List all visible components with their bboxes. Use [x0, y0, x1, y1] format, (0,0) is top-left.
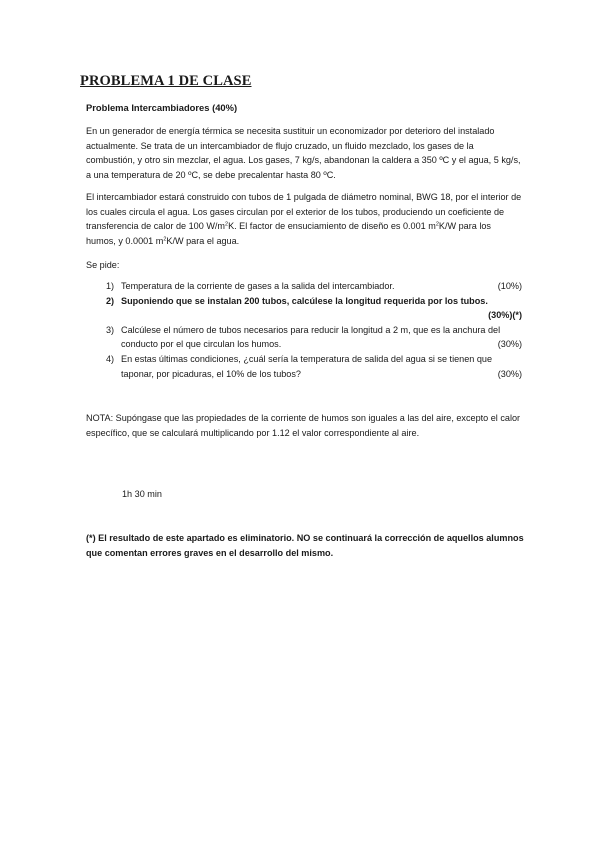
- question-item-4: [86, 352, 522, 381]
- specs-text-a: El intercambiador estará construido con tubos de 1 pulgada de diámetro nominal, BWG 18, por el interior de los cuales circula el agua. Los gases circulan por el exterior de los tubos, produciendo un coeficiente de transferencia de calor de 100 W/m: [86, 192, 522, 232]
- problem-statement-paragraph: En un generador de energía térmica se necesita sustituir un economizador por deterioro del instalado actualmente. Se trata de un intercambiador de flujo cruzado, un fluido mezclado, los gases de la combustión, y otro sin mezclar, el agua. Los gases, 7 kg/s, abandonan la caldera a 350 ºC y el agua, 5 kg/s, a una temperatura de 20 ºC, se debe precalentar hasta 80 ºC.: [86, 126, 521, 180]
- superscript: 2: [225, 221, 229, 228]
- question-item-1: [86, 279, 522, 294]
- question-text: En estas últimas condiciones, ¿cuál sería la temperatura de salida del agua si se tienen que taponar, por picaduras, el 10% de los tubos?: [121, 353, 493, 379]
- nota-paragraph: NOTA: Supóngase que las propiedades de la corriente de humos son iguales a las del aire, excepto el calor específico, que se calculará multiplicando por 1.12 el valor correspondiente al aire.: [86, 413, 521, 438]
- se-pide-label: Se pide:: [86, 260, 120, 270]
- question-number: 3): [106, 324, 115, 335]
- specs-text-c: K/W para los humos, y 0.0001 m: [86, 221, 491, 246]
- questions-list: [86, 279, 522, 381]
- question-weight: (30%): [497, 368, 522, 379]
- specs-text-d: K/W para el agua.: [166, 235, 240, 246]
- question-number: 2): [106, 295, 115, 306]
- question-weight: (30%): [497, 339, 522, 350]
- specs-text-b: K. El factor de ensuciamiento de diseño es 0.001 m: [228, 221, 436, 232]
- problem-subtitle: Problema Intercambiadores (40%): [86, 102, 238, 113]
- question-number: 1): [106, 281, 115, 291]
- question-item-3: [86, 323, 522, 352]
- footnote: (*) El resultado de este apartado es eliminatorio. NO se continuará la corrección de aquellos alumnos que comentan errores graves en el desarrollo del mismo.: [86, 533, 524, 558]
- question-item-2: [86, 294, 522, 323]
- superscript: 2: [163, 236, 167, 243]
- question-number: 4): [106, 353, 115, 364]
- exam-duration: 1h 30 min: [122, 489, 162, 499]
- question-text: Calcúlese el número de tubos necesarios para reducir la longitud a 2 m, que es la anchura del conducto por el que circulan los humos.: [121, 324, 501, 350]
- document-title: PROBLEMA 1 DE CLASE: [80, 73, 252, 89]
- question-weight: (10%): [497, 281, 522, 291]
- exchanger-specs-paragraph: [86, 190, 522, 248]
- question-weight: (30%)(*): [488, 310, 522, 321]
- superscript: 2: [435, 221, 439, 228]
- question-text: Suponiendo que se instalan 200 tubos, calcúlese la longitud requerida por los tubos.: [121, 295, 488, 306]
- question-text: Temperatura de la corriente de gases a la salida del intercambiador.: [121, 281, 395, 291]
